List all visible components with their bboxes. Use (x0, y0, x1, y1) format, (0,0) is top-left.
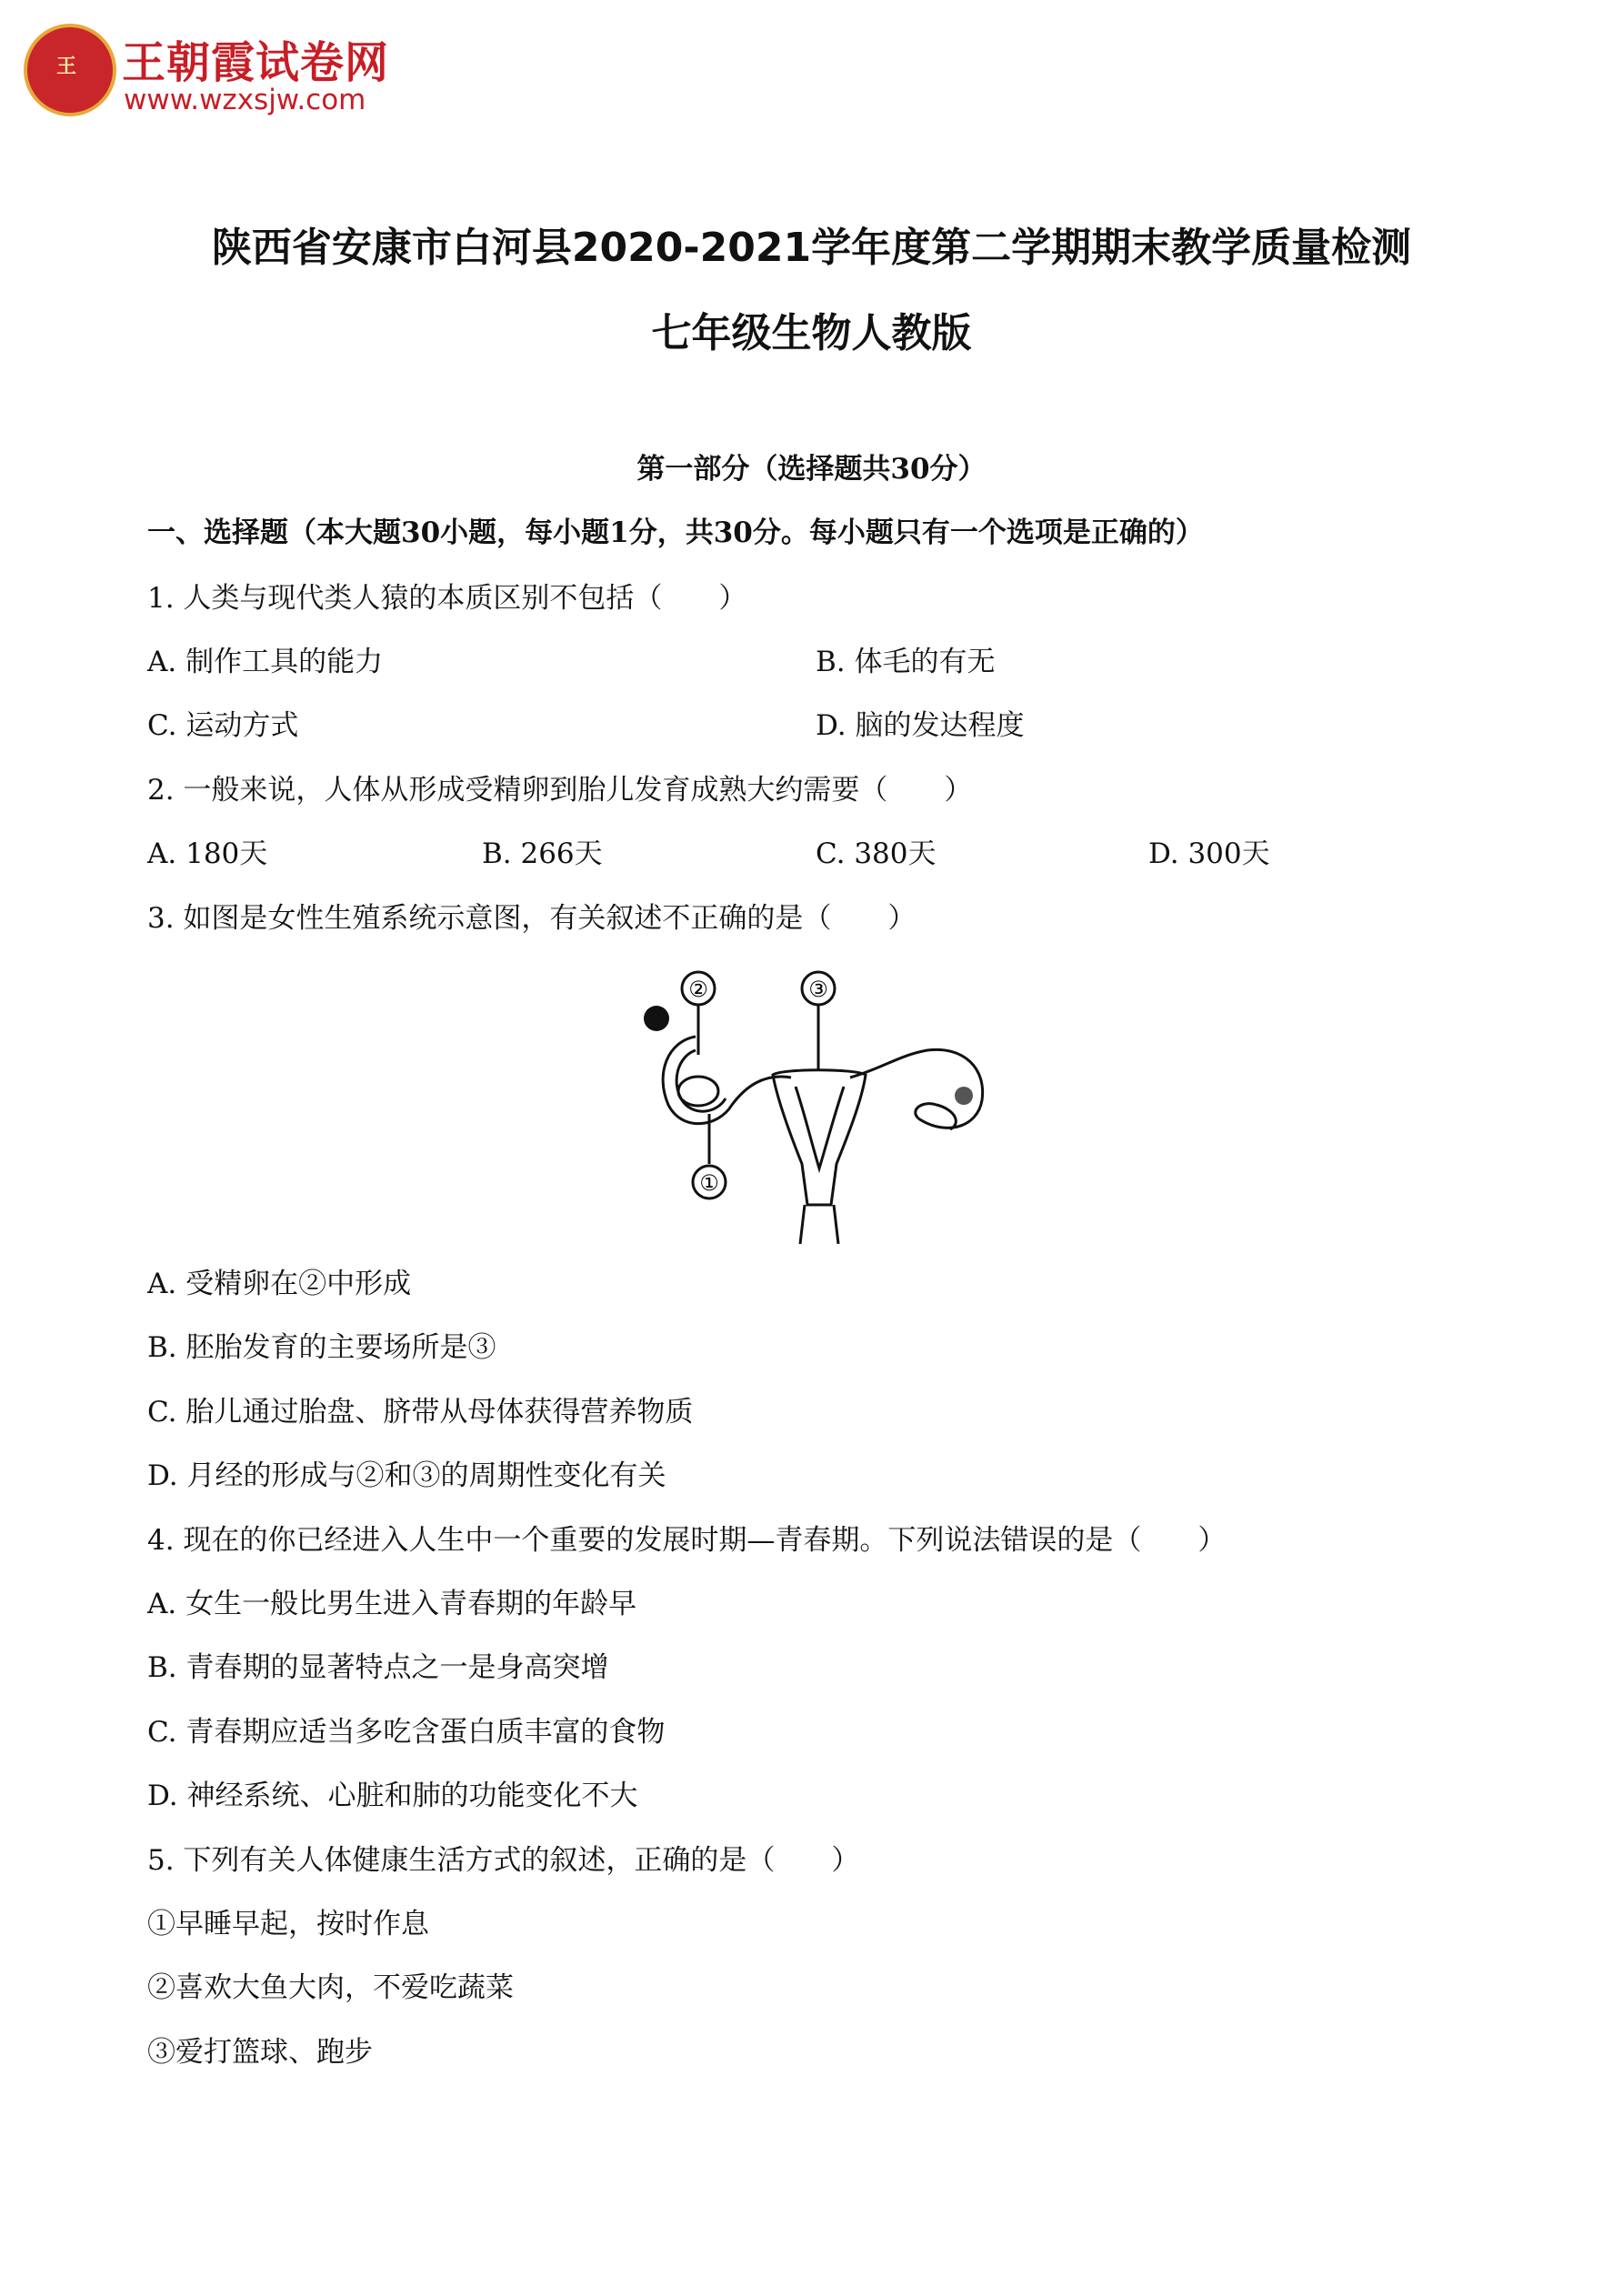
question-1-option-c: C. 运动方式 (147, 709, 299, 742)
question-2-option-d: D. 300天 (1148, 837, 1270, 870)
logo-seal-glyph: 王 (55, 55, 76, 78)
question-2-option-c: C. 380天 (816, 837, 937, 870)
ovary-right-fill (955, 1087, 973, 1105)
question-3-option-a: A. 受精卵在②中形成 (147, 1268, 412, 1300)
vagina (800, 1205, 838, 1244)
brand-name: 王朝霞试卷网 (122, 37, 390, 88)
question-4-option-c: C. 青春期应适当多吃含蛋白质丰富的食物 (147, 1716, 666, 1749)
female-reproductive-system-diagram (618, 955, 1018, 1246)
question-5-item-1: ①早睡早起，按时作息 (147, 1908, 429, 1940)
question-1-stem: 1. 人类与现代类人猿的本质区别不包括（ ） (147, 582, 747, 615)
exam-title: 陕西省安康市白河县2020-2021学年度第二学期期末教学质量检测 (211, 225, 1412, 271)
question-5-item-3: ③爱打篮球、跑步 (147, 2036, 373, 2069)
question-4-option-b: B. 青春期的显著特点之一是身高突增 (147, 1651, 609, 1684)
question-3-stem: 3. 如图是女性生殖系统示意图，有关叙述不正确的是（ ） (147, 902, 917, 935)
question-2-stem: 2. 一般来说，人体从形成受精卵到胎儿发育成熟大约需要（ ） (147, 774, 973, 807)
egg-cell-icon (644, 1006, 669, 1031)
question-1-option-b: B. 体毛的有无 (816, 646, 996, 678)
question-5-stem: 5. 下列有关人体健康生活方式的叙述，正确的是（ ） (147, 1844, 860, 1877)
site-logo (24, 24, 406, 124)
question-4-option-a: A. 女生一般比男生进入青春期的年龄早 (147, 1588, 637, 1620)
exam-subtitle: 七年级生物人教版 (651, 310, 972, 356)
question-4-option-d: D. 神经系统、心脏和肺的功能变化不大 (147, 1780, 638, 1812)
label-3: ③ (808, 977, 828, 1002)
label-2: ② (688, 977, 708, 1002)
ovary-left (678, 1077, 718, 1106)
question-3-option-b: B. 胚胎发育的主要场所是③ (147, 1331, 496, 1364)
uterus-cavity (796, 1087, 844, 1168)
diagram-outline (663, 972, 983, 1244)
question-3-option-c: C. 胎儿通过胎盘、脐带从母体获得营养物质 (147, 1396, 694, 1429)
question-1-option-d: D. 脑的发达程度 (816, 709, 1025, 742)
brand-url: www.wzxsjw.com (124, 84, 366, 116)
section-instruction: 一、选择题（本大题30小题，每小题1分，共30分。每小题只有一个选项是正确的） (147, 516, 1204, 549)
question-5-item-2: ②喜欢大鱼大肉，不爱吃蔬菜 (147, 1971, 514, 2004)
question-2-option-b: B. 266天 (482, 837, 603, 870)
question-4-stem: 4. 现在的你已经进入人生中一个重要的发展时期—青春期。下列说法错误的是（ ） (147, 1524, 1227, 1557)
uterus (773, 1070, 866, 1205)
label-1: ① (699, 1170, 719, 1196)
question-1-option-a: A. 制作工具的能力 (147, 646, 384, 678)
part-title: 第一部分（选择题共30分） (636, 453, 987, 486)
question-2-option-a: A. 180天 (147, 837, 268, 870)
question-3-option-d: D. 月经的形成与②和③的周期性变化有关 (147, 1459, 666, 1492)
fallopian-tube-left (663, 1037, 791, 1124)
